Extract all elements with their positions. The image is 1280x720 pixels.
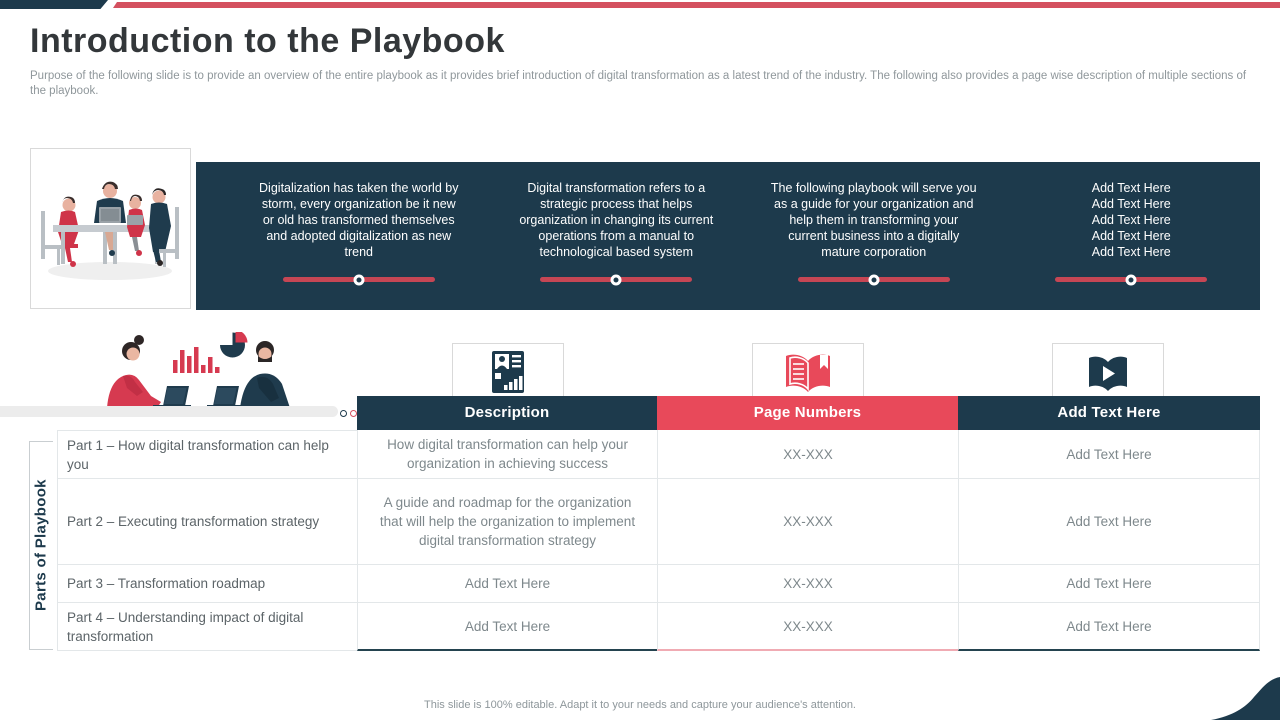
row-part-label: Part 2 – Executing transformation strategy: [57, 479, 357, 565]
add-text-icon-box[interactable]: [1052, 343, 1164, 397]
banner-item-2: [488, 162, 746, 310]
row-add-text: Add Text Here: [958, 430, 1260, 479]
slider-dot-icon[interactable]: [353, 274, 364, 285]
top-accent-red: [113, 2, 1280, 8]
table-row: [57, 430, 1260, 479]
banner-slider-2[interactable]: [540, 277, 692, 282]
description-icon-box[interactable]: [452, 343, 564, 397]
meeting-illustration-svg: [31, 149, 190, 308]
banner-text-4-line: Add Text Here: [1091, 197, 1171, 211]
slider-dot-icon[interactable]: [1126, 274, 1137, 285]
table-header-row: [57, 396, 1260, 430]
row-description: A guide and roadmap for the organization that will help the organization to implement digital transformation strategy: [357, 479, 657, 565]
banner-item-4: [1003, 162, 1261, 310]
row-page-number: XX-XXX: [657, 565, 958, 603]
row-add-text: Add Text Here: [958, 565, 1260, 603]
top-accent-navy: [0, 0, 108, 9]
column-header-add-text[interactable]: Add Text Here: [958, 396, 1260, 430]
intro-banner: [196, 162, 1260, 310]
row-description: Add Text Here: [357, 565, 657, 603]
row-part-label: Part 1 – How digital transformation can help you: [57, 430, 357, 479]
row-add-text: Add Text Here: [958, 479, 1260, 565]
banner-text-4-line: Add Text Here: [1091, 229, 1171, 243]
banner-item-3: [745, 162, 1003, 310]
table-row: [57, 603, 1260, 651]
row-part-label: Part 4 – Understanding impact of digital transformation: [57, 603, 357, 651]
banner-text-4-line: Add Text Here: [1091, 181, 1171, 195]
banner-text-4-line: Add Text Here: [1091, 245, 1171, 259]
banner-text-4-line: Add Text Here: [1091, 213, 1171, 227]
banner-text-3: The following playbook will serve you as a guide for your organization and help them in transforming your current business into a digitally mature corporation: [770, 181, 977, 259]
banner-slider-3[interactable]: [798, 277, 950, 282]
row-part-label: Part 3 – Transformation roadmap: [57, 565, 357, 603]
banner-slider-1[interactable]: [283, 277, 435, 282]
row-page-number: XX-XXX: [657, 479, 958, 565]
report-icon: [486, 349, 530, 395]
row-page-number: XX-XXX: [657, 430, 958, 479]
row-description: Add Text Here: [357, 603, 657, 651]
open-book-icon: [783, 353, 833, 395]
playbook-table: [57, 396, 1260, 651]
column-header-page-numbers[interactable]: Page Numbers: [657, 396, 958, 430]
table-row: [57, 565, 1260, 603]
banner-item-1: [230, 162, 488, 310]
slider-dot-icon[interactable]: [611, 274, 622, 285]
row-page-number: XX-XXX: [657, 603, 958, 651]
banner-text-1: Digitalization has taken the world by storm, every organization be it new or old has transformed themselves and adopted digitalization as new trend: [259, 181, 459, 259]
corner-wave: [1203, 671, 1280, 720]
banner-text-2: Digital transformation refers to a strategic process that helps organization in changing its current operations from a manual to technological based system: [519, 181, 714, 259]
row-add-text: Add Text Here: [958, 603, 1260, 651]
meeting-illustration: [30, 148, 191, 309]
side-label: Parts of Playbook: [32, 479, 50, 612]
table-row: [57, 479, 1260, 565]
editable-note: This slide is 100% editable. Adapt it to your needs and capture your audience's attention.: [424, 699, 856, 711]
page-numbers-icon-box[interactable]: [752, 343, 864, 397]
slider-dot-icon[interactable]: [868, 274, 879, 285]
page-subtitle: Purpose of the following slide is to provide an overview of the entire playbook as it provides brief introduction of digital transformation as a latest trend of the industry. The following also provides a page wise description of multiple sections of the playbook.: [30, 70, 1247, 97]
row-description: How digital transformation can help your organization in achieving success: [357, 430, 657, 479]
banner-slider-4[interactable]: [1055, 277, 1207, 282]
play-book-icon: [1085, 355, 1131, 395]
table-header-spacer: [57, 396, 357, 430]
column-header-description[interactable]: Description: [357, 396, 657, 430]
page-title: Introduction to the Playbook: [30, 22, 505, 60]
